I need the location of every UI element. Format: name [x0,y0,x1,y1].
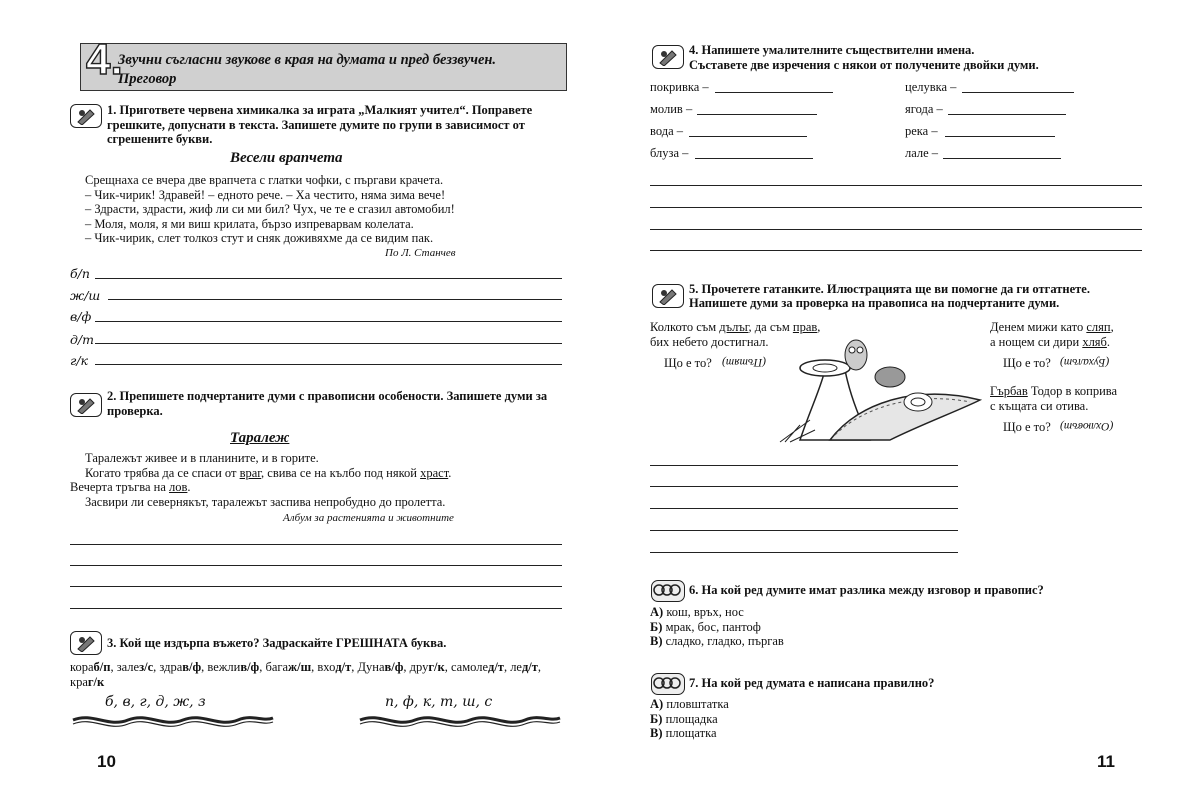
answer-line[interactable] [650,229,1142,230]
riddle-2-answer: (Бухалът) [1060,356,1110,368]
answer-line[interactable] [650,207,1142,208]
answer-line[interactable] [650,530,958,531]
right-page [600,0,1200,807]
option-row[interactable]: В) площатка [650,726,717,740]
task3-words: кораб/п, залез/с, здрав/ф, вежлив/ф, багаж/ш, вход/т, Дунав/ф, друг/к, самолед/т, лед/т, краг/к [70,660,542,689]
answer-line[interactable] [945,136,1055,137]
group-label: б/п [70,266,90,281]
task6-options [650,605,784,649]
story-line: – Здрасти, здрасти, жиф ли си ми бил? Чух, че те е сгазил автомобил! [85,202,455,216]
option-row[interactable]: В) сладко, гладко, пъргав [650,634,784,648]
word-prompt: покривка – [650,80,709,94]
chapter-number: 4. [86,35,123,84]
answer-line[interactable] [715,92,833,93]
pencil-icon [70,104,102,128]
answer-line[interactable] [70,565,562,566]
story-line: – Чик-чирик, слет толкоз стут и сняк доживяхме да се видим пак. [85,231,434,245]
story-line: – Чик-чирик! Здравей! – едното рече. – Ха честито, няма зима вече! [85,187,446,202]
answer-line[interactable] [650,465,958,466]
answer-line[interactable] [95,364,562,365]
group-label: ж/ш [70,288,101,303]
test-icon [651,673,685,695]
riddle-1: Колкото съм дълъг, да съм прав, бих небето достигнал. [650,320,821,349]
task2-story: Таралежът живее и в планините, и в горите. Когато трябва да се спаси от враг, свива се на кълбо под някой храст. Вечерта тръгва на лов. Засвири ли севернякът, таралежът заспива непробудно до пролетта. [70,451,452,509]
choice-word[interactable]: Дунав/ф [357,660,404,674]
story-line: – Моля, моля, я ми виш крилата, бързо изпреварвам колелата. [85,216,414,231]
pencil-icon [70,393,102,417]
task2-story-title: Таралеж [230,430,290,446]
riddle-3-question: Що е то? [1003,420,1051,434]
group-label: д/т [70,332,94,347]
word-prompt: лале – [905,146,939,160]
task1-story [85,173,565,246]
choice-word[interactable]: самолед/т [450,660,504,674]
riddle-2: Денем мижи като сляп, а нощем си дири хляб. [990,320,1114,349]
test-icon [651,580,685,602]
pencil-icon [652,284,684,308]
riddle-3-answer: (Охлювът) [1060,420,1114,432]
page-number: 10 [97,752,116,771]
answer-line[interactable] [108,299,562,300]
riddle-1-question: Що е то? [664,356,712,370]
answer-line[interactable] [697,114,817,115]
answer-line[interactable] [650,552,958,553]
option-row[interactable]: А) кош, връх, нос [650,605,744,619]
rope-right-letters: п, ф, к, т, ш, с [385,694,493,710]
option-row[interactable]: Б) мрак, бос, пантоф [650,619,761,634]
answer-line[interactable] [70,586,562,587]
choice-word[interactable]: кораб/п [70,660,111,674]
task1-story-title: Весели врапчета [230,150,343,166]
task7-options [650,697,729,741]
answer-line[interactable] [95,278,562,279]
answer-line[interactable] [95,321,562,322]
chapter-title: Звучни съгласни звукове в края на думата и пред беззвучен. Преговор [118,52,497,87]
group-label: г/к [70,353,88,368]
choice-word[interactable]: залез/с [116,660,154,674]
task6-instruction: 6. На кой ред думите имат разлика между изговор и правопис? [689,583,1044,597]
choice-word[interactable]: здрав/ф [159,660,202,674]
answer-line[interactable] [70,544,562,545]
answer-line[interactable] [95,343,562,344]
rope-left-letters: б, в, г, д, ж, з [105,694,206,710]
task5-instruction-1: 5. Прочетете гатанките. Илюстрацията ще ви помогне да ги отгатнете. [689,282,1090,296]
owl-snail-illustration-icon [770,330,990,445]
answer-line[interactable] [689,136,807,137]
choice-word[interactable]: вежлив/ф [207,660,260,674]
story-line: Срещнаха се вчера две врапчета с глатки чофки, с пъргави крачета. [85,173,444,187]
answer-line[interactable] [943,158,1061,159]
choice-word[interactable]: краг/к [70,675,105,689]
task2-source: Албум за растенията и животните [283,512,454,524]
word-prompt: река – [905,124,938,138]
answer-line[interactable] [650,486,958,487]
riddle-2-question: Що е то? [1003,356,1051,370]
riddle-3: Гърбав Тодор в коприва с къщата си отива. [990,384,1118,413]
task1-instruction: 1. Пригответе червена химикалка за играта „Малкият учител“. Поправете грешките, допуснати в текста. Запишете думите по групи в зависимост от сгрешените букви. [107,103,533,146]
word-prompt: блуза – [650,146,689,160]
task4-instruction-2: Съставете две изречения с някои от получените двойки думи. [689,58,1039,72]
task7-instruction: 7. На кой ред думата е написана правилно? [689,676,935,690]
pencil-icon [70,631,102,655]
task2-instruction: 2. Препишете подчертаните думи с правописни особености. Запишете думи за проверка. [107,389,548,418]
choice-word[interactable]: багаж/ш [265,660,312,674]
riddle-1-answer: (Пътят) [722,356,767,368]
task5-instruction-2: Напишете думи за проверка на правописа на подчертаните думи. [689,296,1060,310]
word-prompt: вода – [650,124,683,138]
choice-word[interactable]: вход/т [317,660,352,674]
answer-line[interactable] [650,185,1142,186]
answer-line[interactable] [70,608,562,609]
option-row[interactable]: Б) площадка [650,711,718,726]
word-prompt: ягода – [905,102,943,116]
group-label: в/ф [70,309,92,324]
answer-line[interactable] [650,250,1142,251]
answer-line[interactable] [695,158,813,159]
word-prompt: молив – [650,102,693,116]
page-number: 11 [1097,752,1115,771]
answer-line[interactable] [962,92,1074,93]
answer-line[interactable] [650,508,958,509]
option-row[interactable]: А) пловштатка [650,697,729,711]
choice-word[interactable]: лед/т [510,660,538,674]
task4-instruction-1: 4. Напишете умалителните съществителни имена. [689,43,975,57]
word-prompt: целувка – [905,80,957,94]
task3-instruction: 3. Кой ще издърпа въжето? Задраскайте ГРЕШНАТА буква. [107,636,447,650]
task1-author: По Л. Станчев [385,247,456,259]
choice-word[interactable]: друг/к [409,660,445,674]
answer-line[interactable] [948,114,1066,115]
pencil-icon [652,45,684,69]
